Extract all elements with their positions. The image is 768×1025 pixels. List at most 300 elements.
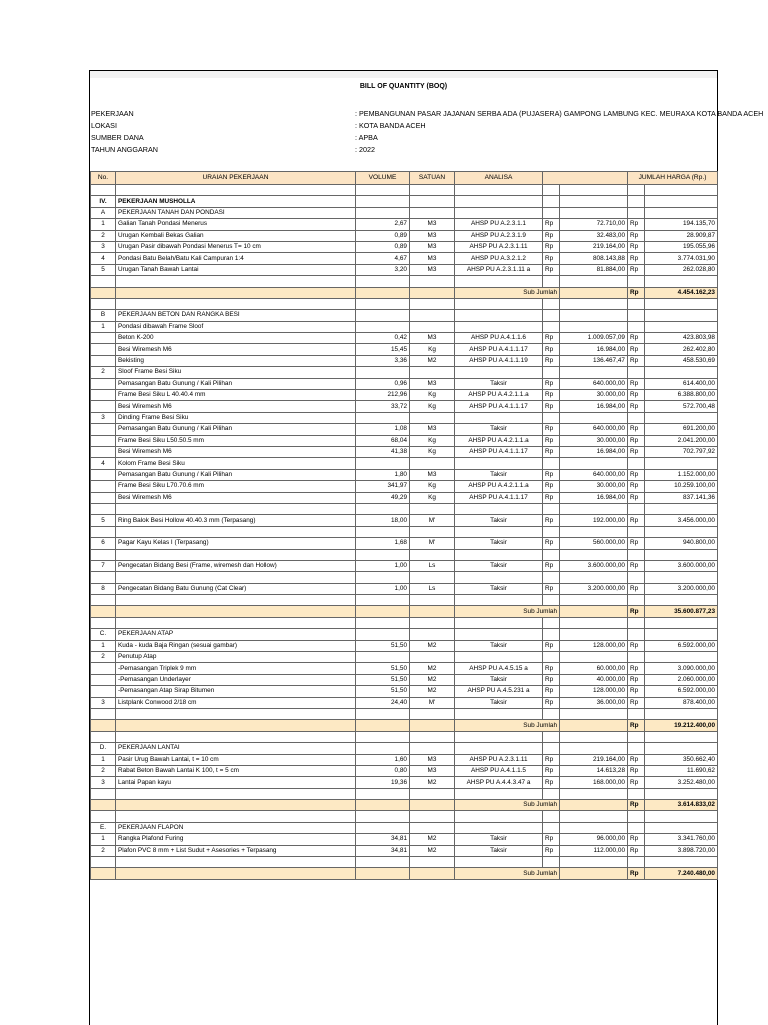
empty-cell	[410, 800, 455, 811]
empty-cell	[356, 595, 410, 606]
total-currency: Rp	[628, 538, 645, 549]
item-number: 5	[91, 264, 116, 275]
table-row	[91, 640, 718, 651]
empty-cell	[410, 868, 455, 879]
empty-cell	[628, 185, 645, 196]
item-unit: M3	[410, 333, 455, 344]
empty-cell	[356, 606, 410, 617]
item-description: PEKERJAAN FLAPON	[116, 822, 356, 833]
table-row	[91, 481, 718, 492]
empty-cell	[116, 857, 356, 868]
empty-cell	[560, 606, 628, 617]
item-unit: M2	[410, 686, 455, 697]
empty-cell	[410, 526, 455, 537]
table-row	[91, 469, 718, 480]
unit-price-currency: Rp	[543, 253, 560, 264]
item-description: Urugan Pasir dibawah Pondasi Menerus T= 10 cm	[116, 241, 356, 252]
item-volume: 51,50	[356, 674, 410, 685]
item-volume: 212,96	[356, 390, 410, 401]
empty-cell	[645, 503, 718, 514]
empty-cell	[560, 811, 628, 822]
item-volume: 51,50	[356, 663, 410, 674]
empty-cell	[410, 720, 455, 731]
empty-cell	[356, 276, 410, 287]
item-total: 940.800,00	[645, 538, 718, 549]
item-unit: M'	[410, 515, 455, 526]
item-number: 2	[91, 367, 116, 378]
item-analysis: AHSP PU A.3.2.1.2	[455, 253, 543, 264]
total-currency: Rp	[628, 446, 645, 457]
item-description: Penutup Atap	[116, 652, 356, 663]
item-total	[645, 310, 718, 321]
item-description: Kuda - kuda Baja Ringan (sesuai gambar)	[116, 640, 356, 651]
subtotal-currency: Rp	[628, 720, 645, 731]
empty-cell	[543, 185, 560, 196]
item-analysis: AHSP PU A.4.5.15 a	[455, 663, 543, 674]
item-analysis: AHSP PU A.4.1.1.6	[455, 333, 543, 344]
item-volume: 18,00	[356, 515, 410, 526]
table-row	[91, 344, 718, 355]
total-currency: Rp	[628, 401, 645, 412]
empty-cell	[455, 572, 543, 583]
subtotal-currency: Rp	[628, 606, 645, 617]
item-unit: Kg	[410, 481, 455, 492]
table-row	[91, 765, 718, 776]
item-total: 6.592.000,00	[645, 640, 718, 651]
empty-cell	[410, 595, 455, 606]
item-total: 6.388.800,00	[645, 390, 718, 401]
item-number	[91, 686, 116, 697]
item-description: Frame Besi Siku L 40.40.4 mm	[116, 390, 356, 401]
boq-table-body	[91, 172, 718, 880]
item-total	[645, 367, 718, 378]
unit-price-currency: Rp	[543, 697, 560, 708]
item-volume	[356, 321, 410, 332]
empty-cell	[455, 708, 543, 719]
item-number	[91, 481, 116, 492]
item-unit: M3	[410, 469, 455, 480]
blank-row	[91, 857, 718, 868]
col-header-satuan: SATUAN	[410, 172, 455, 185]
subtotal-amount: 19.212.400,00	[645, 720, 718, 731]
table-row	[91, 230, 718, 241]
empty-cell	[116, 276, 356, 287]
unit-price-currency: Rp	[543, 401, 560, 412]
item-total: 3.898.720,00	[645, 845, 718, 856]
empty-cell	[543, 298, 560, 309]
total-currency: Rp	[628, 241, 645, 252]
item-analysis: Taksir	[455, 560, 543, 571]
table-row	[91, 333, 718, 344]
item-volume: 49,29	[356, 492, 410, 503]
item-description: Galian Tanah Pondasi Menerus	[116, 219, 356, 230]
empty-cell	[560, 572, 628, 583]
total-currency: Rp	[628, 777, 645, 788]
total-currency: Rp	[628, 390, 645, 401]
item-description: Rabat Beton Bawah Lantai K 100, t = 5 cm	[116, 765, 356, 776]
total-currency: Rp	[628, 344, 645, 355]
table-row	[91, 743, 718, 754]
item-total: 350.662,40	[645, 754, 718, 765]
empty-cell	[356, 788, 410, 799]
empty-cell	[410, 731, 455, 742]
unit-price: 16.984,00	[560, 446, 628, 457]
table-row	[91, 686, 718, 697]
unit-price: 16.984,00	[560, 344, 628, 355]
empty-cell	[560, 788, 628, 799]
item-number: 3	[91, 241, 116, 252]
item-total: 702.797,92	[645, 446, 718, 457]
unit-price-currency	[543, 367, 560, 378]
unit-price: 112.000,00	[560, 845, 628, 856]
item-description: Pemasangan Batu Gunung / Kali Pilihan	[116, 424, 356, 435]
total-currency	[628, 321, 645, 332]
subtotal-currency: Rp	[628, 287, 645, 298]
empty-cell	[116, 595, 356, 606]
empty-cell	[543, 503, 560, 514]
total-currency	[628, 310, 645, 321]
subtotal-row	[91, 868, 718, 879]
unit-price-currency: Rp	[543, 834, 560, 845]
empty-cell	[116, 617, 356, 628]
unit-price	[560, 822, 628, 833]
unit-price-currency: Rp	[543, 583, 560, 594]
item-volume: 19,36	[356, 777, 410, 788]
empty-cell	[645, 708, 718, 719]
table-row	[91, 777, 718, 788]
empty-cell	[455, 549, 543, 560]
total-currency: Rp	[628, 492, 645, 503]
item-volume: 15,45	[356, 344, 410, 355]
subtotal-amount: 4.454.162,23	[645, 287, 718, 298]
empty-cell	[628, 617, 645, 628]
empty-cell	[116, 549, 356, 560]
boq-sheet	[89, 70, 764, 1025]
subtotal-label: Sub Jumlah	[455, 606, 560, 617]
unit-price-currency	[543, 629, 560, 640]
item-description: Besi Wiremesh M6	[116, 401, 356, 412]
item-total	[645, 743, 718, 754]
item-analysis: AHSP PU A.4.5.231 a	[455, 686, 543, 697]
empty-cell	[91, 617, 116, 628]
empty-cell	[91, 185, 116, 196]
item-number: 1	[91, 754, 116, 765]
unit-price-currency	[543, 196, 560, 207]
subtotal-amount: 7.240.480,00	[645, 868, 718, 879]
item-analysis: AHSP PU A.4.2.1.1.a	[455, 481, 543, 492]
item-unit: M3	[410, 264, 455, 275]
item-volume: 24,40	[356, 697, 410, 708]
table-row	[91, 538, 718, 549]
empty-cell	[91, 788, 116, 799]
empty-cell	[356, 185, 410, 196]
item-analysis: AHSP PU A.4.1.1.17	[455, 446, 543, 457]
unit-price	[560, 321, 628, 332]
table-row	[91, 241, 718, 252]
empty-cell	[560, 298, 628, 309]
info-label-sumber-dana: SUMBER DANA	[91, 133, 144, 142]
table-row	[91, 583, 718, 594]
empty-cell	[356, 572, 410, 583]
item-volume: 3,20	[356, 264, 410, 275]
unit-price: 30.000,00	[560, 390, 628, 401]
table-row	[91, 367, 718, 378]
subtotal-label: Sub Jumlah	[455, 800, 560, 811]
item-number: 1	[91, 321, 116, 332]
table-row	[91, 652, 718, 663]
table-row	[91, 663, 718, 674]
item-analysis	[455, 458, 543, 469]
item-number: 4	[91, 458, 116, 469]
item-analysis	[455, 310, 543, 321]
empty-cell	[116, 708, 356, 719]
empty-cell	[628, 708, 645, 719]
empty-cell	[645, 549, 718, 560]
item-unit: M2	[410, 355, 455, 366]
item-unit: Kg	[410, 344, 455, 355]
unit-price-currency: Rp	[543, 560, 560, 571]
total-currency: Rp	[628, 674, 645, 685]
item-number: 1	[91, 834, 116, 845]
item-total: 11.690,62	[645, 765, 718, 776]
item-total	[645, 822, 718, 833]
empty-cell	[91, 572, 116, 583]
blank-row	[91, 617, 718, 628]
blank-row	[91, 276, 718, 287]
unit-price: 128.000,00	[560, 686, 628, 697]
item-description: Listplank Conwood 2/18 cm	[116, 697, 356, 708]
table-row	[91, 629, 718, 640]
unit-price: 3.600.000,00	[560, 560, 628, 571]
item-number	[91, 446, 116, 457]
item-total: 6.592.000,00	[645, 686, 718, 697]
item-volume	[356, 310, 410, 321]
item-unit: M3	[410, 241, 455, 252]
item-description: Kolom Frame Besi Siku	[116, 458, 356, 469]
empty-cell	[560, 731, 628, 742]
item-analysis: Taksir	[455, 674, 543, 685]
unit-price	[560, 743, 628, 754]
empty-cell	[356, 298, 410, 309]
empty-cell	[410, 811, 455, 822]
unit-price-currency	[543, 743, 560, 754]
item-unit: M3	[410, 765, 455, 776]
item-total: 195.055,96	[645, 241, 718, 252]
empty-cell	[560, 800, 628, 811]
unit-price	[560, 196, 628, 207]
item-analysis	[455, 652, 543, 663]
item-volume	[356, 743, 410, 754]
empty-cell	[628, 788, 645, 799]
empty-cell	[455, 503, 543, 514]
item-analysis	[455, 743, 543, 754]
unit-price	[560, 412, 628, 423]
item-analysis: AHSP PU A.2.3.1.1	[455, 219, 543, 230]
empty-cell	[543, 549, 560, 560]
item-volume: 3,36	[356, 355, 410, 366]
item-volume: 34,81	[356, 845, 410, 856]
empty-cell	[410, 287, 455, 298]
item-volume: 0,96	[356, 378, 410, 389]
item-unit: M3	[410, 219, 455, 230]
unit-price-currency: Rp	[543, 378, 560, 389]
item-number: 8	[91, 583, 116, 594]
item-description: Lantai Papan kayu	[116, 777, 356, 788]
unit-price	[560, 367, 628, 378]
item-unit: M'	[410, 697, 455, 708]
info-value-lokasi: : KOTA BANDA ACEH	[355, 121, 426, 130]
unit-price-currency	[543, 458, 560, 469]
unit-price: 192.000,00	[560, 515, 628, 526]
item-number: A	[91, 207, 116, 218]
empty-cell	[410, 788, 455, 799]
subtotal-currency: Rp	[628, 868, 645, 879]
empty-cell	[356, 708, 410, 719]
unit-price	[560, 652, 628, 663]
item-total: 10.259.100,00	[645, 481, 718, 492]
empty-cell	[543, 857, 560, 868]
item-analysis: AHSP PU A.4.1.1.17	[455, 401, 543, 412]
item-total: 691.200,00	[645, 424, 718, 435]
item-volume	[356, 367, 410, 378]
item-number	[91, 469, 116, 480]
empty-cell	[410, 617, 455, 628]
unit-price-currency: Rp	[543, 355, 560, 366]
empty-cell	[91, 708, 116, 719]
empty-cell	[560, 857, 628, 868]
unit-price-currency: Rp	[543, 686, 560, 697]
item-unit	[410, 652, 455, 663]
total-currency: Rp	[628, 663, 645, 674]
unit-price: 60.000,00	[560, 663, 628, 674]
item-total: 423.803,98	[645, 333, 718, 344]
empty-cell	[560, 595, 628, 606]
blank-row	[91, 708, 718, 719]
item-number: 7	[91, 560, 116, 571]
unit-price-currency: Rp	[543, 663, 560, 674]
empty-cell	[410, 606, 455, 617]
empty-cell	[91, 606, 116, 617]
unit-price-currency: Rp	[543, 390, 560, 401]
empty-cell	[356, 800, 410, 811]
item-total	[645, 458, 718, 469]
total-currency: Rp	[628, 355, 645, 366]
table-row	[91, 196, 718, 207]
empty-cell	[356, 526, 410, 537]
item-analysis: Taksir	[455, 640, 543, 651]
unit-price: 219.164,00	[560, 754, 628, 765]
empty-cell	[455, 857, 543, 868]
boq-table	[90, 171, 718, 880]
table-row	[91, 834, 718, 845]
empty-cell	[91, 526, 116, 537]
item-unit	[410, 196, 455, 207]
empty-cell	[628, 526, 645, 537]
unit-price-currency: Rp	[543, 777, 560, 788]
item-analysis	[455, 321, 543, 332]
item-total: 194.135,70	[645, 219, 718, 230]
blank-row	[91, 503, 718, 514]
item-analysis: Taksir	[455, 845, 543, 856]
item-description: Besi Wiremesh M6	[116, 492, 356, 503]
empty-cell	[560, 287, 628, 298]
unit-price-currency	[543, 207, 560, 218]
empty-cell	[560, 185, 628, 196]
item-number: 2	[91, 765, 116, 776]
total-currency: Rp	[628, 845, 645, 856]
unit-price: 72.710,00	[560, 219, 628, 230]
item-description: Bekisting	[116, 355, 356, 366]
item-number	[91, 492, 116, 503]
item-description: Sloof Frame Besi Siku	[116, 367, 356, 378]
item-unit	[410, 367, 455, 378]
blank-row	[91, 526, 718, 537]
item-unit	[410, 822, 455, 833]
item-volume: 51,50	[356, 686, 410, 697]
item-description: PEKERJAAN TANAH DAN PONDASI	[116, 207, 356, 218]
empty-cell	[543, 572, 560, 583]
empty-cell	[410, 708, 455, 719]
table-row	[91, 822, 718, 833]
sheet-top-band	[90, 71, 717, 78]
item-volume: 1,80	[356, 469, 410, 480]
item-number: E.	[91, 822, 116, 833]
item-total: 262.402,80	[645, 344, 718, 355]
total-currency: Rp	[628, 264, 645, 275]
item-unit: Kg	[410, 446, 455, 457]
item-analysis: Taksir	[455, 834, 543, 845]
item-total: 3.341.760,00	[645, 834, 718, 845]
total-currency	[628, 458, 645, 469]
unit-price: 32.483,00	[560, 230, 628, 241]
unit-price-currency	[543, 652, 560, 663]
item-description: Urugan Tanah Bawah Lantai	[116, 264, 356, 275]
total-currency: Rp	[628, 640, 645, 651]
table-row	[91, 845, 718, 856]
empty-cell	[455, 811, 543, 822]
empty-cell	[356, 617, 410, 628]
item-analysis: AHSP PU A.4.2.1.1.a	[455, 390, 543, 401]
empty-cell	[628, 595, 645, 606]
total-currency	[628, 412, 645, 423]
item-unit: M2	[410, 777, 455, 788]
unit-price: 136.467,47	[560, 355, 628, 366]
item-total: 458.530,69	[645, 355, 718, 366]
item-unit: M2	[410, 663, 455, 674]
item-volume	[356, 629, 410, 640]
unit-price	[560, 629, 628, 640]
unit-price-currency: Rp	[543, 754, 560, 765]
empty-cell	[645, 857, 718, 868]
item-volume: 0,89	[356, 230, 410, 241]
subtotal-row	[91, 287, 718, 298]
item-description: -Pemasangan Triplek 9 mm	[116, 663, 356, 674]
empty-cell	[356, 811, 410, 822]
item-unit: M3	[410, 378, 455, 389]
col-header-jumlah-harga: JUMLAH HARGA (Rp.)	[628, 172, 718, 185]
item-unit: M2	[410, 640, 455, 651]
item-unit: Ls	[410, 583, 455, 594]
item-analysis: Taksir	[455, 583, 543, 594]
total-currency: Rp	[628, 560, 645, 571]
item-analysis: AHSP PU A.4.1.1.19	[455, 355, 543, 366]
item-analysis: Taksir	[455, 697, 543, 708]
item-number: 3	[91, 412, 116, 423]
empty-cell	[455, 617, 543, 628]
item-total: 3.600.000,00	[645, 560, 718, 571]
empty-cell	[645, 811, 718, 822]
item-volume	[356, 196, 410, 207]
